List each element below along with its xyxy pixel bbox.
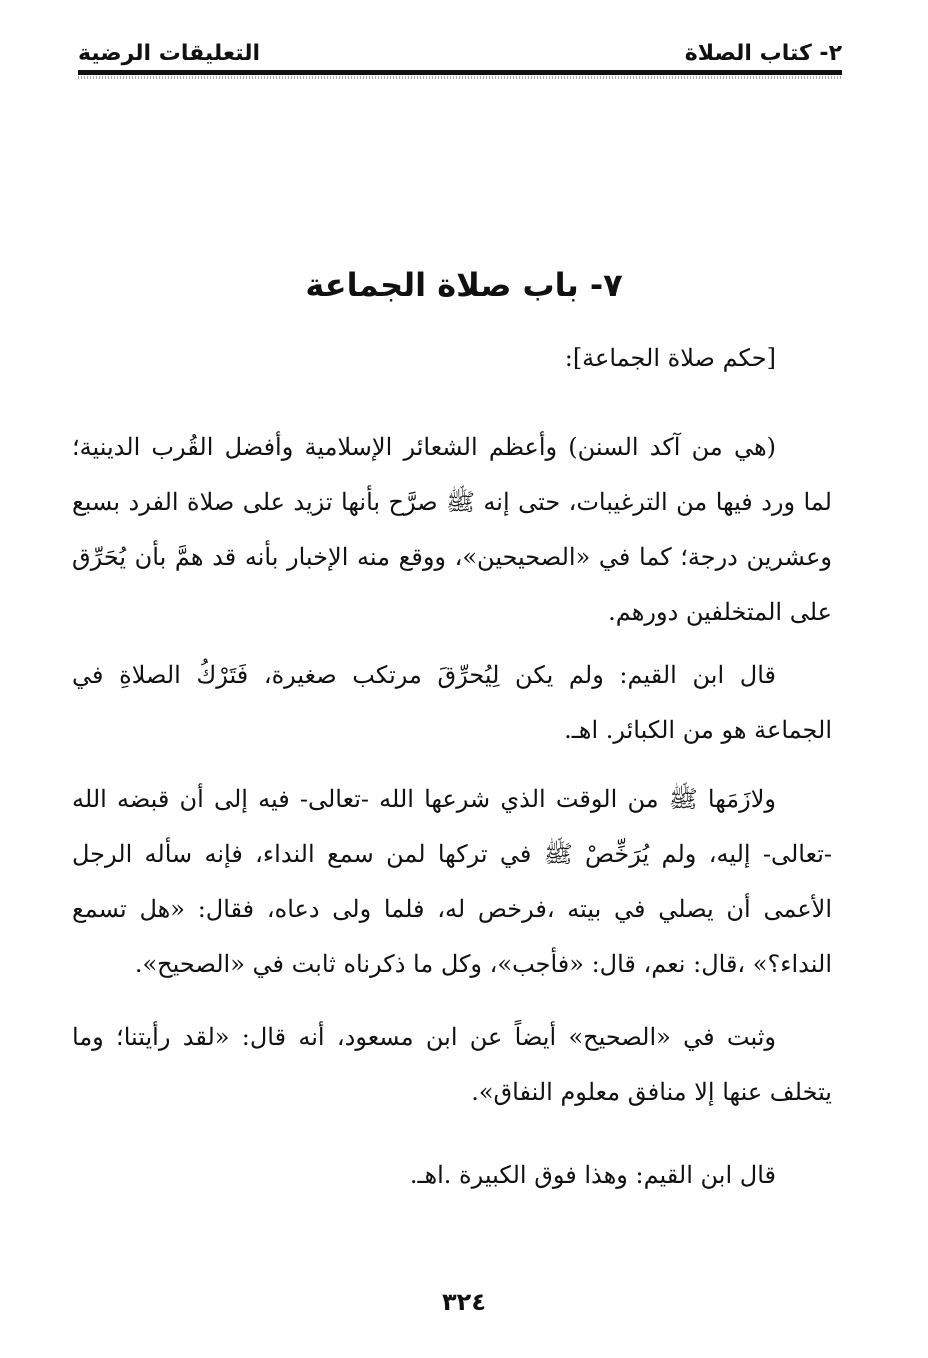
header-rule-shadow <box>78 76 842 79</box>
paragraph-2: قال ابن القيم: ولم يكن لِيُحرِّقَ مرتكب صغيرة، فَتَرْكُ الصلاةِ في الجماعة هو من الكبائر. اهـ. <box>72 661 832 744</box>
book-running-title: التعليقات الرضية <box>78 41 261 66</box>
page-number: ٣٢٤ <box>442 1288 486 1316</box>
chapter-running-title: ٢- كتاب الصلاة <box>684 41 842 66</box>
paragraph-1: (هي من آكد السنن) وأعظم الشعائر الإسلامية وأفضل القُرب الدينية؛ لما ورد فيها من الترغيبات، حتى إنه ﷺ صرَّح بأنها تزيد على صلاة الفرد بسبع وعشرين درجة؛ كما في «الصحيحين»، ووقع منه الإخبار بأنه قد همَّ بأن يُحَرِّق على المتخلفين دورهم. <box>72 433 832 626</box>
running-header <box>78 30 842 66</box>
header-rule <box>78 70 842 75</box>
paragraph-5: قال ابن القيم: وهذا فوق الكبيرة .اهـ. <box>409 1161 776 1189</box>
chapter-title: ٧- باب صلاة الجماعة <box>305 266 623 304</box>
paragraph-4: وثبت في «الصحيح» أيضاً عن ابن مسعود، أنه قال: «لقد رأيتنا؛ وما يتخلف عنها إلا منافق معلوم النفاق». <box>72 1023 832 1106</box>
paragraph-3: ولازَمَها ﷺ من الوقت الذي شرعها الله -تعالى- فيه إلى أن قبضه الله -تعالى- إليه، ولم يُرَخِّصْ ﷺ في تركها لمن سمع النداء، فإنه سأله الرجل الأعمى أن يصلي في بيته ،فرخص له، فلما ولى دعاه، فقال: «هل تسمع النداء؟» ،قال: نعم، قال: «فأجب»، وكل ما ذكرناه ثابت في «الصحيح». <box>72 785 832 978</box>
section-heading: [حكم صلاة الجماعة]: <box>564 344 776 372</box>
